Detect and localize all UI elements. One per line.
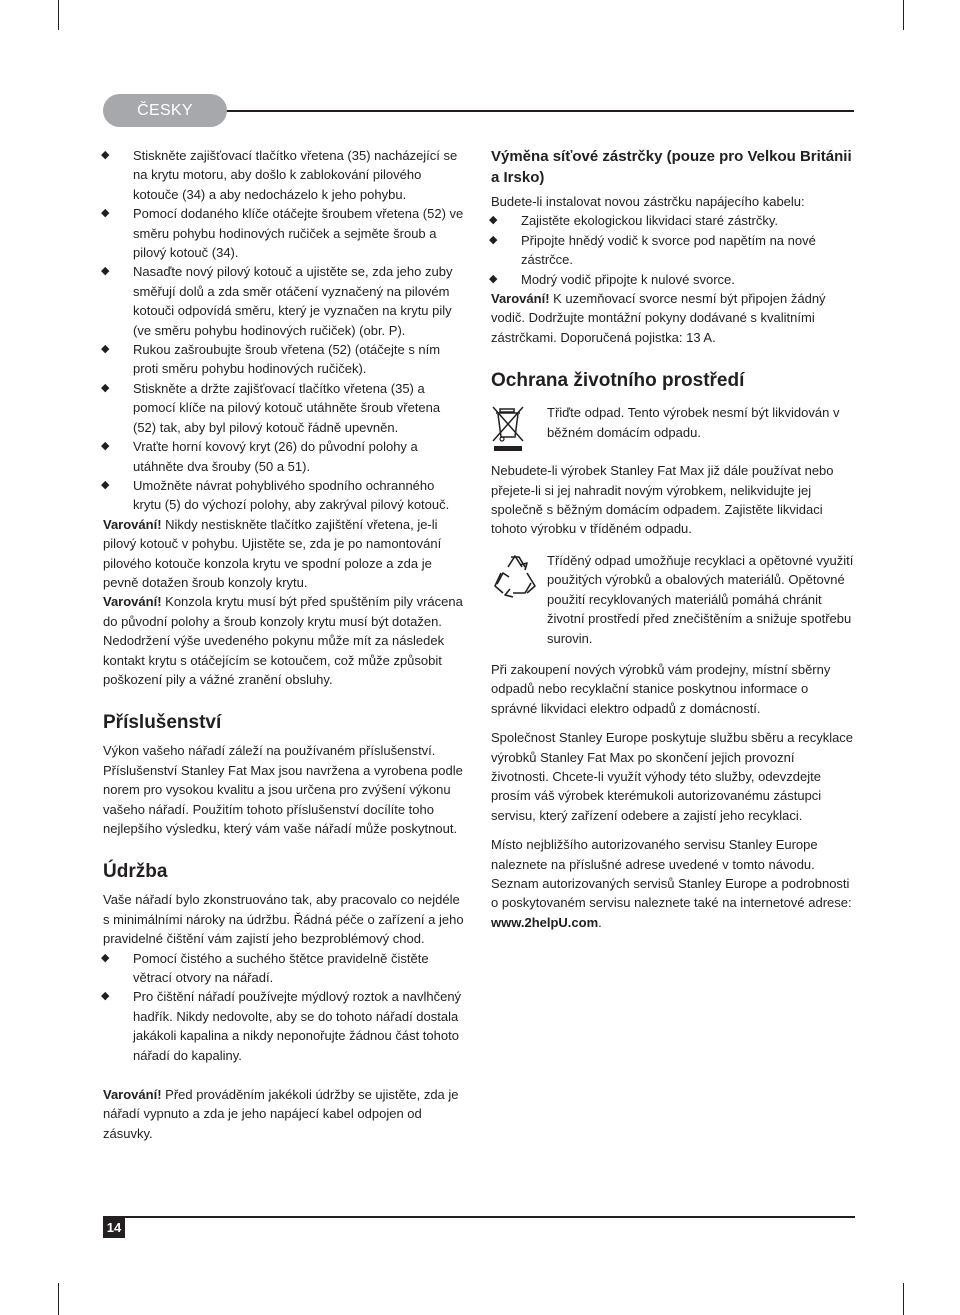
diamond-bullet-icon: ◆ (101, 265, 110, 278)
environment-paragraph: Při zakoupení nových výrobků vám prodejny, místní sběrny odpadů nebo recyklační stanice poskytnou informace o správné likvidaci elektro odpadů z domácností. (491, 661, 831, 716)
accessories-heading: Příslušenství (103, 712, 222, 734)
maintenance-heading: Údržba (103, 861, 168, 883)
list-item: ◆ Stiskněte zajišťovací tlačítko vřetena (35) nacházející se na krytu motoru, aby došlo k zablokování pilového kotouče (34) a aby nedocházelo k jeho pohybu. (101, 148, 458, 202)
blade-steps-list (103, 146, 465, 515)
language-tab: ČESKY (103, 94, 227, 127)
list-item: ◆ Vraťte horní kovový kryt (26) do původní polohy a utáhněte dva šrouby (50 a 51). (101, 439, 418, 474)
warning-paragraph: Varování! Před prováděním jakékoli údržby se ujistěte, zda je nářadí vypnuto a zda je jeho napájecí kabel odpojen od zásuvky. (103, 1087, 459, 1141)
list-item: ◆ Stiskněte a držte zajišťovací tlačítko vřetena (35) a pomocí klíče na pilový kotouč utáhněte šroub vřetena (52) tak, aby byl pilový kotouč řádně upevněn. (101, 380, 441, 435)
left-column (103, 146, 465, 1143)
diamond-bullet-icon: ◆ (489, 272, 498, 285)
maintenance-list (103, 949, 465, 1065)
list-item: ◆ Pro čištění nářadí používejte mýdlový roztok a navlhčený hadřík. Nikdy nedovolte, aby se do tohoto nářadí dostala jakákoli kapalina a nikdy neponořujte žádnou část tohoto nářadí do kapaliny. (101, 989, 462, 1063)
list-item: ◆ Připojte hnědý vodič k svorce pod napětím na nové zástrčce. (489, 232, 816, 268)
list-item: ◆ Zajistěte ekologickou likvidaci staré zástrčky. (491, 211, 854, 230)
crossed-bin-icon (491, 405, 525, 453)
warning-paragraph: Varování! Konzola krytu musí být před spuštěním pily vrácena do původní polohy a šroub konzoly krytu musí být dotažen. Nedodržení výše uvedeného pokynu může mít za následek kontakt krytu s otáčejícím se kotoučem, což může způsobit poškození pily a vážné zranění obsluhy. (103, 594, 463, 687)
diamond-bullet-icon: ◆ (101, 149, 110, 161)
list-item: ◆ Pomocí dodaného klíče otáčejte šroubem vřetena (52) ve směru pohybu hodinových ručiček a sejměte šroub a pilový kotouč (34). (101, 206, 464, 261)
warning-paragraph: Varování! K uzemňovací svorce nesmí být připojen žádný vodič. Dodržujte montážní pokyny dodávané s kvalitními zástrčkami. Doporučená pojistka: 13 A. (491, 291, 826, 345)
diamond-bullet-icon: ◆ (101, 990, 110, 1003)
diamond-bullet-icon: ◆ (101, 440, 110, 453)
warning-label: Varování! (491, 291, 550, 307)
environment-paragraph: Místo nejbližšího autorizovaného servisu Stanley Europe naleznete na příslušné adrese uvedené v tomto návodu. Seznam autorizovaných servisů Stanley Europe a podrobnosti o poskytovaném servisu naleznete také na internetové adrese: www.2helpU.com. (491, 837, 852, 930)
environment-paragraph: Společnost Stanley Europe poskytuje službu sběru a recyklace výrobků Stanley Fat Max po skončení jejich provozní životnosti. Chcete-li využít výhody této služby, odevzdejte prosím váš výrobek kterémukoli autorizovanému zástupci servisu, který zařízení odebere a zajistí jeho recyklaci. (491, 730, 854, 823)
diamond-bullet-icon: ◆ (101, 478, 110, 491)
bin-notice-text: Třiďte odpad. Tento výrobek nesmí být likvidován v běžném domácím odpadu. (547, 405, 840, 440)
diamond-bullet-icon: ◆ (101, 343, 110, 356)
header-rule (160, 110, 854, 112)
recycle-notice (491, 551, 854, 648)
list-item: ◆ Nasaďte nový pilový kotouč a ujistěte se, zda jeho zuby směřují dolů a zda směr otáčení vyznačený na pilovém kotouči odpovídá směru, který je vyznačen na krytu pily (ve směru pohybu hodinových ručiček) (obr. P). (101, 264, 453, 338)
list-item: ◆ Rukou zašroubujte šroub vřetena (52) (otáčejte s ním proti směru pohybu hodinových ručiček). (101, 342, 441, 377)
crop-mark (58, 1283, 59, 1315)
maintenance-paragraph: Vaše nářadí bylo zkonstruováno tak, aby pracovalo co nejdéle s minimálními nároky na údržbu. Řádná péče o zařízení a jeho pravidelné čištění vám zajistí jeho bezproblémový chod. (103, 892, 464, 947)
diamond-bullet-icon: ◆ (101, 207, 110, 220)
list-item: ◆ Pomocí čistého a suchého štětce pravidelně čistěte větrací otvory na nářadí. (101, 950, 429, 986)
environment-heading: Ochrana životního prostředí (491, 370, 745, 392)
environment-paragraph: Nebudete-li výrobek Stanley Fat Max již dále používat nebo přejete-li si jej nahradit novým výrobkem, nelikvidujte jej společně s běžným domácím odpadem. Zajistěte likvidaci tohoto výrobku v tříděném odpadu. (491, 463, 834, 537)
list-item: ◆ Modrý vodič připojte k nulové svorce. (491, 270, 854, 289)
recycle-icon (491, 553, 539, 599)
diamond-bullet-icon: ◆ (489, 233, 498, 246)
crop-mark (903, 1283, 904, 1315)
warning-label: Varování! (103, 1087, 162, 1103)
recycle-notice-text: Tříděný odpad umožňuje recyklaci a opětovné využití použitých výrobků a obalových materiálů. Opětovné použití recyklovaných materiálů pomáhá chránit životní prostředí před znečištěním a snižuje spotřebu surovin. (547, 552, 854, 646)
plug-list (491, 211, 854, 289)
plug-heading: Výměna síťové zástrčky (pouze pro Velkou Británii a Irsko) (491, 148, 852, 186)
accessories-paragraph: Výkon vašeho nářadí záleží na používaném příslušenství. Příslušenství Stanley Fat Max jsou navržena a vyrobena podle norem pro vysokou kvalitu a jsou určena pro zvýšení výkonu vašeho nářadí. Použitím tohoto příslušenství docílíte toho nejlepšího výsledku, který vám vaše nářadí může poskytnout. (103, 743, 463, 836)
plug-intro: Budete-li instalovat novou zástrčku napájecího kabelu: (491, 194, 805, 209)
warning-label: Varování! (103, 594, 162, 610)
warning-label: Varování! (103, 516, 162, 532)
diamond-bullet-icon: ◆ (101, 381, 110, 394)
warning-paragraph: Varování! Nikdy nestiskněte tlačítko zajištění vřetena, je-li pilový kotouč v pohybu. Ujistěte se, zda je po namontování pilového kotouče konzola krytu ve spodní poloze a zda je pevně dotažen šroub konzoly krytu. (103, 516, 442, 590)
footer-rule (103, 1216, 855, 1218)
bin-notice (491, 403, 854, 453)
list-item: ◆ Umožněte návrat pohyblivého spodního ochranného krytu (5) do výchozí polohy, aby zakrýval pilový kotouč. (101, 477, 450, 513)
diamond-bullet-icon: ◆ (489, 214, 498, 227)
service-url[interactable]: www.2helpU.com (491, 914, 599, 930)
right-column (491, 146, 854, 932)
page-number: 14 (103, 1218, 125, 1238)
crop-mark (903, 0, 904, 30)
crop-mark (58, 0, 59, 30)
diamond-bullet-icon: ◆ (101, 951, 110, 964)
